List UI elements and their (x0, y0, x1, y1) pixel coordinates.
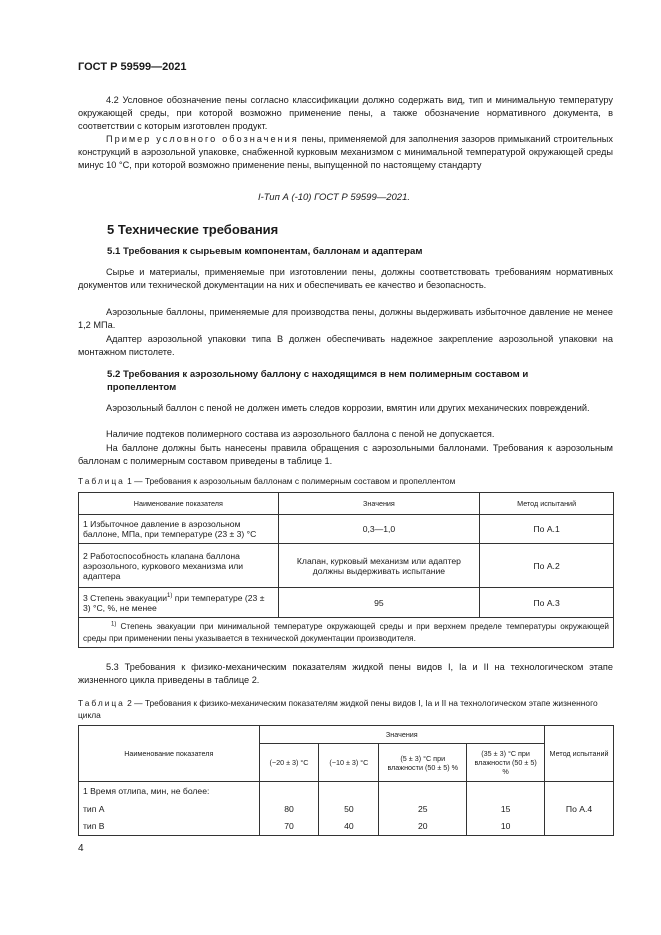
table-2-caption (78, 697, 618, 721)
page-number: 4 (78, 843, 84, 854)
table-cell: 0,3—1,0 (278, 515, 480, 544)
table-2 (78, 725, 614, 836)
table-2-header-values: Значения (259, 726, 544, 744)
paragraph-5-1-b: Аэрозольные баллоны, применяемые для производства пены, должны выдерживать избыточное давление не менее 1,2 МПа. (78, 307, 613, 331)
table-cell: По А.1 (480, 515, 614, 544)
table-cell: 80 (259, 800, 319, 818)
footnote-text: Степень эвакуации при минимальной температуре окружающей среды и при верхнем пределе температуры окружающей среды при применении пены указывается в технической документации производителя. (83, 622, 609, 643)
paragraph-5-2-a: Аэрозольный баллон с пеной не должен иметь следов коррозии, вмятин или других механических повреждений. (106, 403, 590, 413)
table-cell: 70 (259, 818, 319, 836)
document-header: ГОСТ Р 59599—2021 (78, 61, 187, 73)
table-cell: тип В (79, 818, 260, 836)
paragraph-5-1-c: Адаптер аэрозольной упаковки типа В должен обеспечивать надежное закрепление аэрозольной упаковки на монтажном пистолете. (78, 334, 613, 358)
footnote-marker: 1) (167, 592, 173, 599)
table-cell: По А.4 (545, 782, 614, 836)
table-row (79, 818, 614, 836)
designation-formula: I-Тип А (-10) ГОСТ Р 59599—2021. (258, 192, 411, 203)
table-2-caption-text: 2 — Требования к физико-механическим показателям жидкой пены видов I, Ia и II на технологическом этапе жизненного цикла (78, 698, 598, 720)
table-cell (379, 782, 467, 800)
table-2-header-method: Метод испытаний (545, 726, 614, 782)
table-cell (467, 782, 545, 800)
table-cell: 1 Избыточное давление в аэрозольном баллоне, МПа, при температуре (23 ± 3) °С (79, 515, 279, 544)
table-cell (319, 782, 379, 800)
table-1-caption (78, 475, 618, 487)
table-1-header-method: Метод испытаний (480, 493, 614, 515)
example-text: пены, применяемой для заполнения зазоров примыканий строительных конструкций в аэрозольной упаковке, снабженной курковым механизмом с минимальной температурой окружающей среды минус 10 °С, при которой возможно применение пены, выпущенной по настоящему стандарту (78, 134, 613, 171)
table-cell: 1 Время отлипа, мин, не более: (79, 782, 260, 800)
table-1-header-name: Наименование показателя (79, 493, 279, 515)
table-2-subheader: (−20 ± 3) °С (259, 744, 319, 782)
table-2-subheader: (5 ± 3) °С при влажности (50 ± 5) % (379, 744, 467, 782)
table-1-footnote (79, 618, 614, 648)
table-2-caption-word: Таблица (78, 698, 125, 708)
table-cell: 20 (379, 818, 467, 836)
table-row (79, 588, 614, 618)
table-cell: Клапан, курковый механизм или адаптер должны выдерживать испытание (278, 544, 480, 588)
table-row (79, 800, 614, 818)
table-cell (259, 782, 319, 800)
table-2-header-row (79, 726, 614, 744)
paragraph-5-1-a: Сырье и материалы, применяемые при изготовлении пены, должны соответствовать требованиям нормативных документов или технической документации на них и обеспечивать ее качество и безопасность. (78, 267, 613, 291)
table-cell: По А.3 (480, 588, 614, 618)
paragraph-5-2-b: Наличие подтеков полимерного состава из аэрозольного баллона с пеной не допускается. (106, 429, 495, 439)
table-1-header-values: Значения (278, 493, 480, 515)
table-cell: 50 (319, 800, 379, 818)
table-2-subheader: (−10 ± 3) °С (319, 744, 379, 782)
table-cell: 2 Работоспособность клапана баллона аэрозольного, куркового механизма или адаптера (79, 544, 279, 588)
example-paragraph (78, 133, 613, 173)
table-cell: 15 (467, 800, 545, 818)
table-row (79, 544, 614, 588)
table-2-subheader: (35 ± 3) °С при влажности (50 ± 5) % (467, 744, 545, 782)
table-cell: 25 (379, 800, 467, 818)
table-cell: тип А (79, 800, 260, 818)
table-cell-text: при температуре (23 ± 3) °С, %, не менее (83, 592, 265, 613)
table-row (79, 515, 614, 544)
table-cell: 95 (278, 588, 480, 618)
table-1-footnote-row (79, 618, 614, 648)
table-2-header-name: Наименование показателя (79, 726, 260, 782)
paragraph-5-2-c: На баллоне должны быть нанесены правила обращения с аэрозольными баллонами. Требования к аэрозольным баллонам с полимерным составом приведены в таблице 1. (78, 443, 613, 467)
footnote-marker: 1) (111, 621, 117, 628)
table-1-caption-word: Таблица (78, 476, 125, 486)
table-cell: 40 (319, 818, 379, 836)
table-1-caption-text: 1 — Требования к аэрозольным баллонам с полимерным составом и пропеллентом (124, 476, 456, 486)
table-1-header-row (79, 493, 614, 515)
paragraph-5-3: 5.3 Требования к физико-механическим показателям жидкой пены видов I, Ia и II на технологическом этапе жизненного цикла приведены в таблице 2. (78, 662, 613, 686)
paragraph-4-2: 4.2 Условное обозначение пены согласно классификации должно содержать вид, тип и минимальную температуру окружающей среды, при которой возможно применение пены, а также обозначение нормативного документа, в соответствии с которым изготовлен продукт. (78, 95, 613, 132)
table-1 (78, 492, 614, 648)
section-5-1-heading: 5.1 Требования к сырьевым компонентам, баллонам и адаптерам (107, 246, 423, 257)
section-5-heading: 5 Технические требования (107, 222, 279, 237)
table-cell: 10 (467, 818, 545, 836)
table-row (79, 782, 614, 800)
section-5-2-heading: 5.2 Требования к аэрозольному баллону с находящимся в нем полимерным составом и пропеллентом (107, 369, 529, 393)
table-cell: По А.2 (480, 544, 614, 588)
table-cell-text: 3 Степень эвакуации (83, 592, 168, 603)
table-cell (79, 588, 279, 618)
example-prefix: Пример условного обозначения (106, 134, 299, 144)
